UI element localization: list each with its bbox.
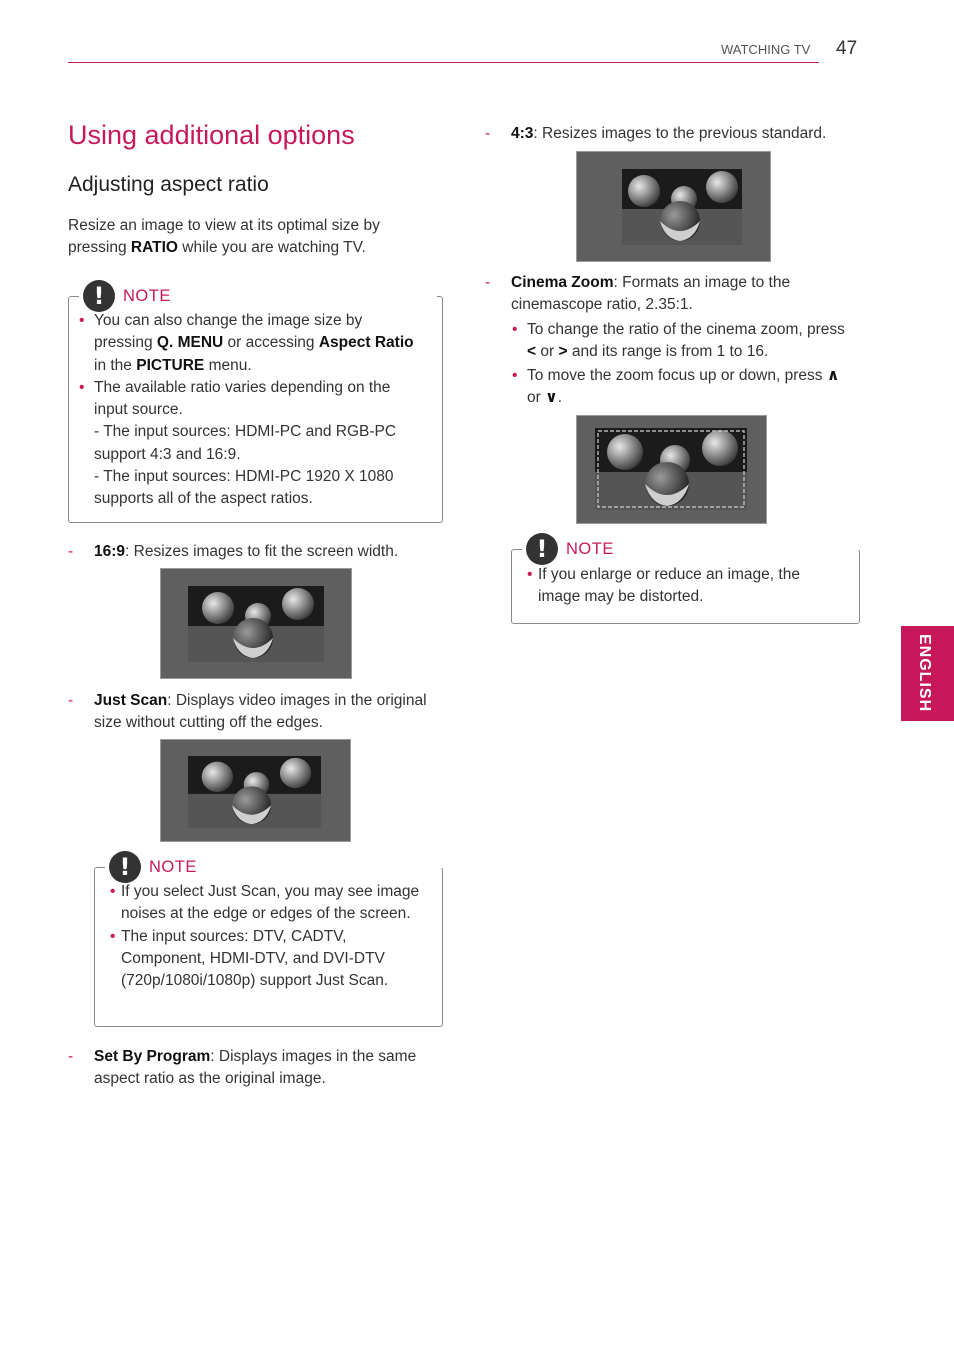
section-subtitle: Adjusting aspect ratio — [68, 173, 269, 196]
ratio-key: RATIO — [130, 239, 178, 256]
tv-image-just-scan — [160, 739, 351, 842]
cinema-zoom-focus-tip: • To move the zoom focus up or down, press ∧ or ∨. — [512, 367, 840, 406]
note-box-1 — [68, 282, 443, 523]
note-header — [105, 850, 203, 884]
option-set-by-program: - Set By Program: Displays images in the same aspect ratio as the original image. — [68, 1048, 417, 1087]
spheres-image — [188, 756, 321, 828]
note-header — [79, 279, 177, 313]
exclamation-icon: ! — [83, 280, 115, 312]
language-tab — [901, 626, 954, 721]
option-4-3: - 4:3: Resizes images to the previous standard. — [485, 125, 827, 142]
header-rule — [68, 62, 819, 63]
language-tab-label: ENGLISH — [916, 634, 933, 713]
note-box-3 — [511, 535, 860, 624]
note-label: NOTE — [123, 286, 171, 305]
right-arrow-icon: > — [558, 343, 568, 360]
note-label: NOTE — [566, 539, 614, 558]
down-arrow-icon: ∨ — [545, 389, 558, 406]
note-subitem: - The input sources: HDMI-PC 1920 X 1080 supports all of the aspect ratios. — [94, 468, 394, 508]
note-item: • You can also change the image size by pressing Q. MENU or accessing Aspect Ratio in the PICTURE menu. — [79, 312, 414, 374]
option-16-9: - 16:9: Resizes images to fit the screen width. — [68, 543, 399, 560]
up-arrow-icon: ∧ — [826, 367, 840, 384]
option-cinema-zoom: - Cinema Zoom: Formats an image to the cinemascope ratio, 2.35:1. — [485, 274, 791, 313]
page-number: 47 — [836, 38, 858, 59]
note-item: • If you enlarge or reduce an image, the image may be distorted. — [527, 566, 800, 606]
spheres-image — [595, 428, 747, 510]
intro-paragraph: Resize an image to view at its optimal size by pressing RATIO while you are watching TV. — [68, 217, 380, 256]
note-item: • The available ratio varies depending on the input source. — [79, 378, 391, 419]
note-label: NOTE — [149, 857, 197, 876]
cinema-zoom-ratio-tip: • To change the ratio of the cinema zoom, press < or > and its range is from 1 to 16. — [512, 321, 845, 360]
exclamation-icon: ! — [526, 533, 558, 565]
tv-image-4-3 — [576, 151, 771, 262]
note-item: • The input sources: DTV, CADTV, Component, HDMI-DTV, and DVI-DTV (720p/1080i/1080p) support Just Scan. — [110, 927, 389, 990]
tv-image-16-9 — [160, 568, 352, 679]
option-just-scan: - Just Scan: Displays video images in the original size without cutting off the edges. — [68, 692, 427, 731]
tv-image-cinema-zoom — [576, 415, 767, 524]
note-header — [522, 532, 620, 566]
page-title: Using additional options — [68, 120, 355, 150]
note-box-2 — [94, 853, 443, 1027]
running-header: WATCHING TV — [721, 42, 811, 57]
exclamation-icon: ! — [109, 851, 141, 883]
spheres-image — [622, 169, 742, 245]
spheres-image — [188, 586, 324, 662]
note-subitem: - The input sources: HDMI-PC and RGB-PC support 4:3 and 16:9. — [94, 423, 397, 463]
note-item: • If you select Just Scan, you may see image noises at the edge or edges of the screen. — [110, 883, 420, 923]
left-arrow-icon: < — [527, 343, 537, 360]
